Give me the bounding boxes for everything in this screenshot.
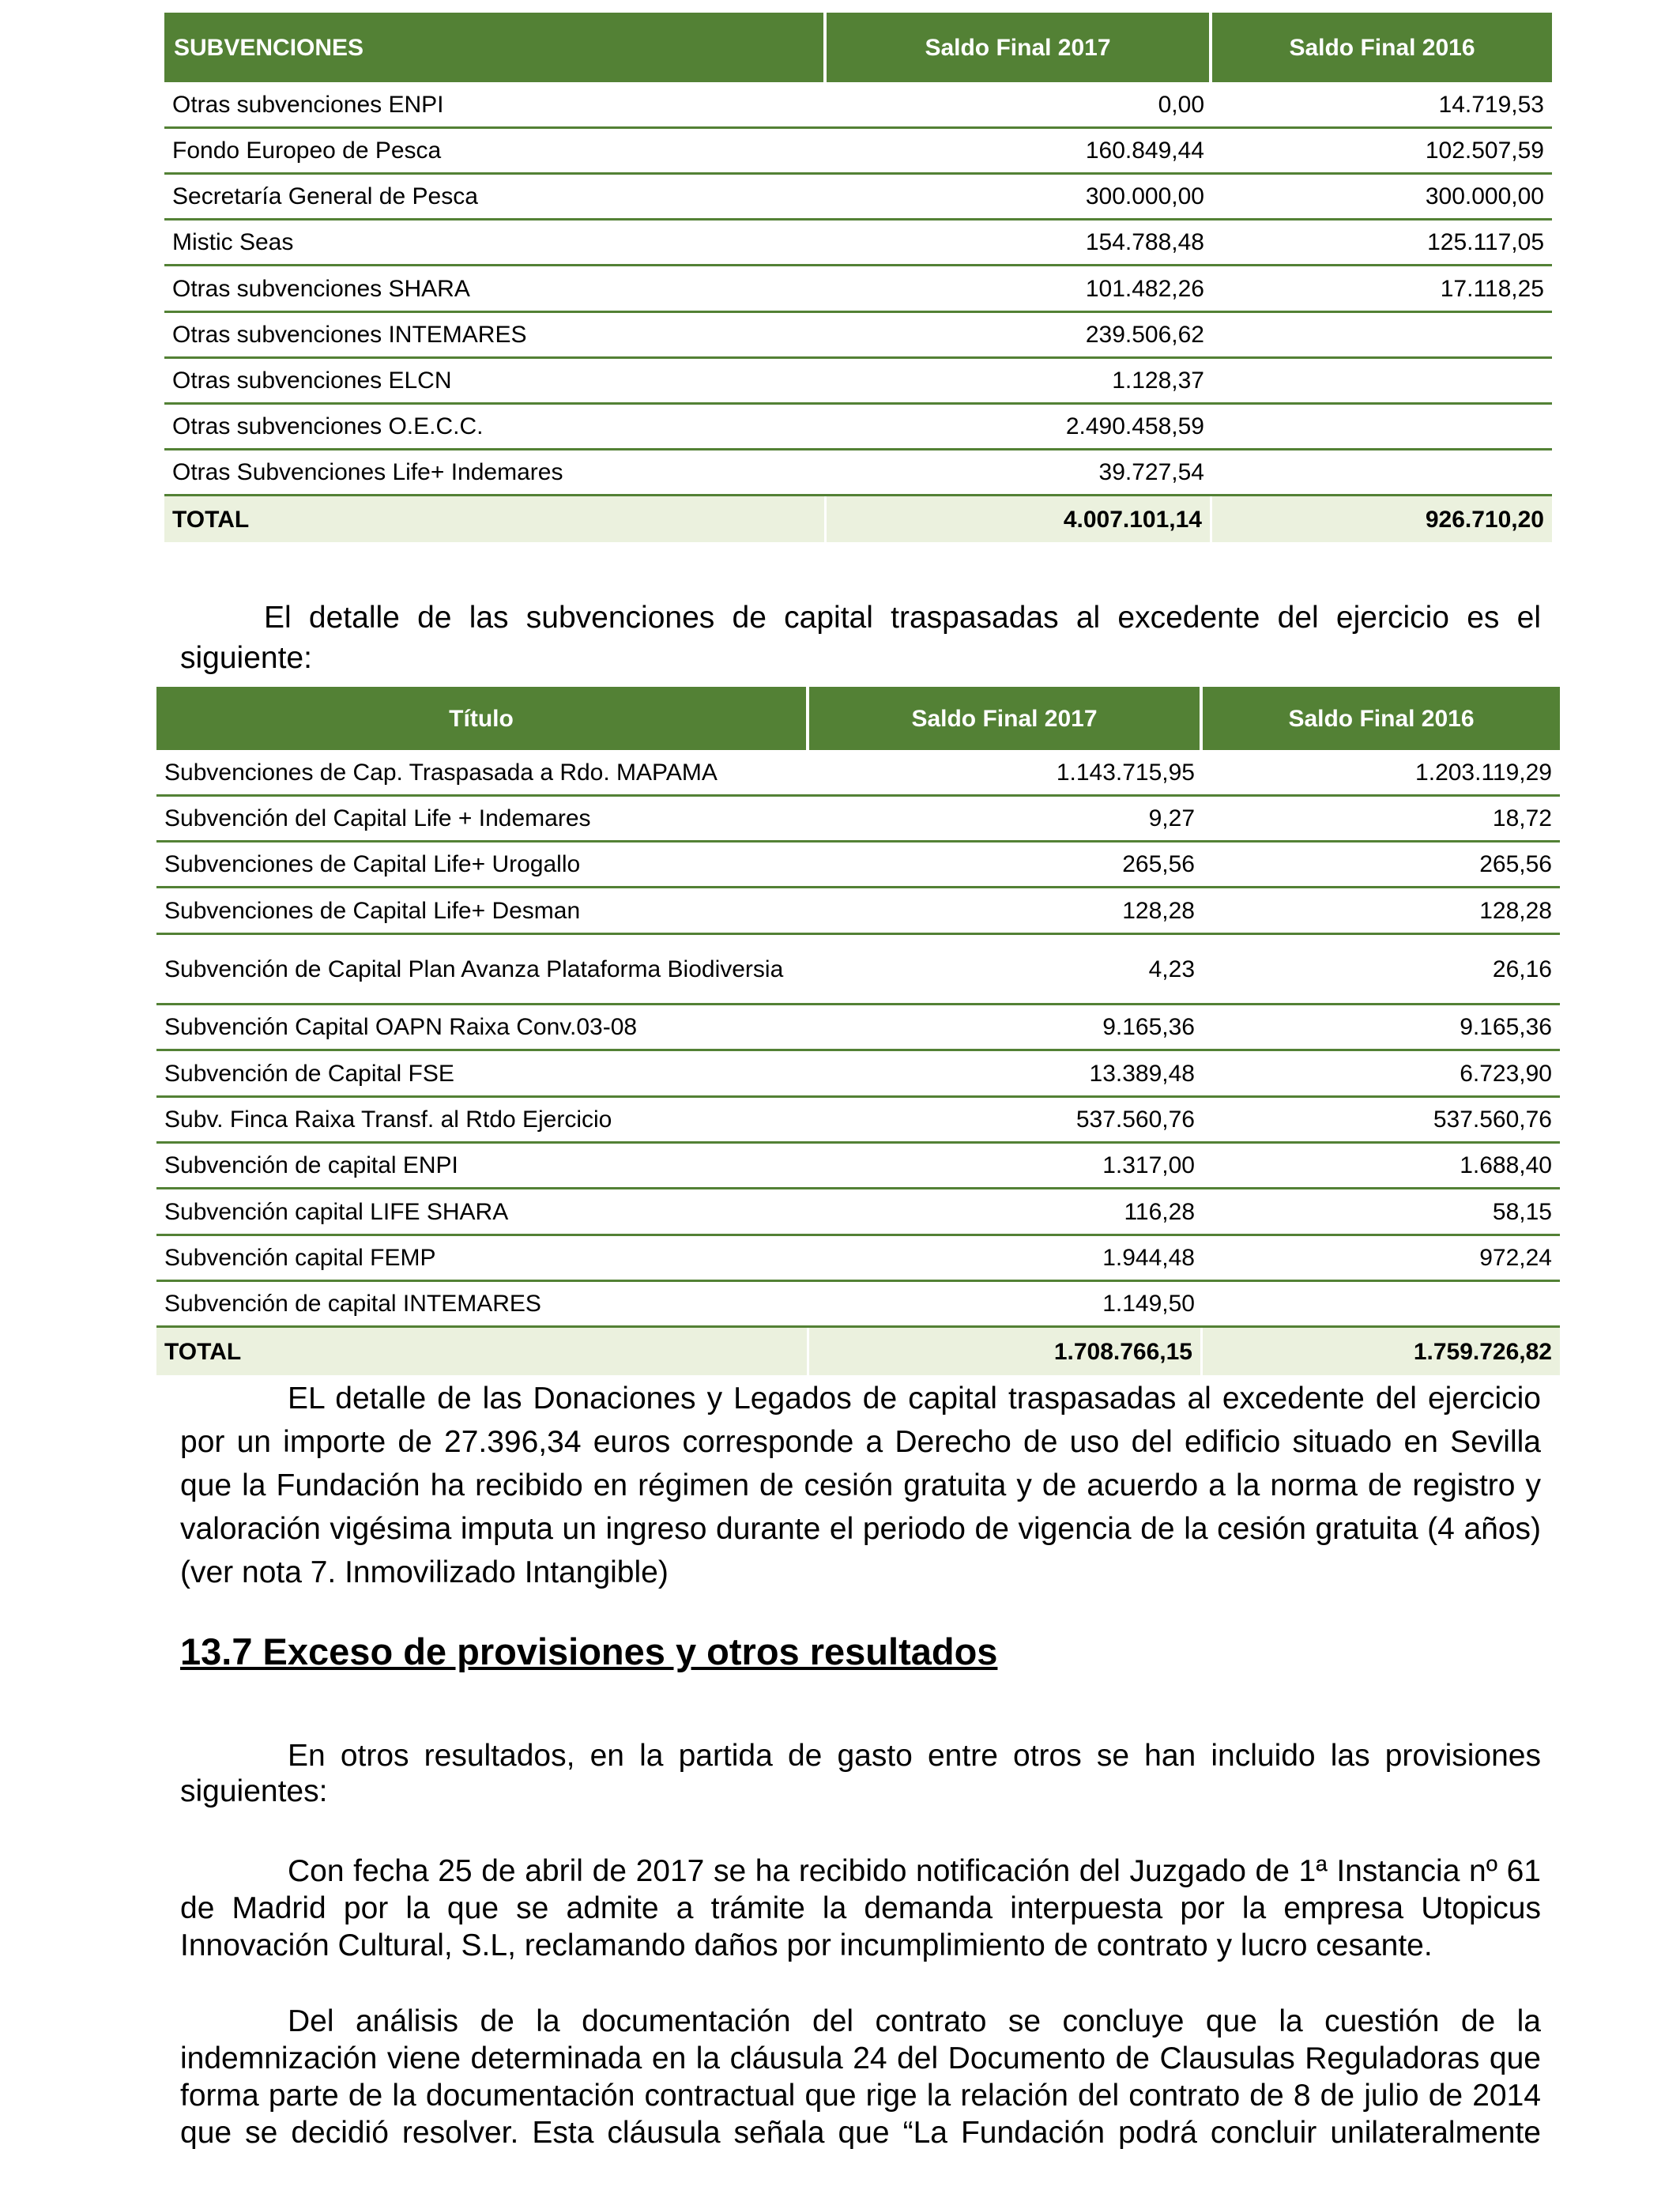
value-2017: 128,28 bbox=[809, 888, 1203, 935]
total-row bbox=[164, 496, 1552, 542]
row-label: Fondo Europeo de Pesca bbox=[164, 129, 827, 175]
table-row bbox=[156, 1236, 1560, 1282]
table-row bbox=[156, 1189, 1560, 1236]
row-label: Otras subvenciones ELCN bbox=[164, 359, 827, 405]
total-label: TOTAL bbox=[156, 1328, 809, 1375]
value-2017: 1.128,37 bbox=[827, 359, 1212, 405]
row-label: Subvención capital FEMP bbox=[156, 1236, 809, 1282]
table-row bbox=[156, 1005, 1560, 1051]
total-label: TOTAL bbox=[164, 496, 827, 542]
table-header-row bbox=[156, 687, 1560, 750]
capital-transfers-table bbox=[156, 687, 1560, 1375]
value-2016: 102.507,59 bbox=[1212, 129, 1552, 175]
table-row bbox=[164, 266, 1552, 313]
column-header-title: Título bbox=[156, 687, 809, 750]
table-row bbox=[156, 843, 1560, 888]
row-label: Secretaría General de Pesca bbox=[164, 175, 827, 221]
table-row bbox=[164, 175, 1552, 221]
value-2017: 39.727,54 bbox=[827, 450, 1212, 496]
value-2016: 972,24 bbox=[1203, 1236, 1560, 1282]
row-label: Otras subvenciones SHARA bbox=[164, 266, 827, 313]
column-header-concept: SUBVENCIONES bbox=[164, 13, 827, 82]
value-2016: 9.165,36 bbox=[1203, 1005, 1560, 1051]
column-header-2016: Saldo Final 2016 bbox=[1203, 687, 1560, 750]
total-2017: 1.708.766,15 bbox=[809, 1328, 1203, 1375]
value-2017: 537.560,76 bbox=[809, 1098, 1203, 1144]
row-label: Subvención de capital ENPI bbox=[156, 1144, 809, 1189]
row-label: Subvención de Capital Plan Avanza Plataforma Biodiversia bbox=[156, 935, 809, 1005]
value-2017: 116,28 bbox=[809, 1189, 1203, 1236]
column-header-2016: Saldo Final 2016 bbox=[1212, 13, 1552, 82]
total-2017: 4.007.101,14 bbox=[827, 496, 1212, 542]
value-2016 bbox=[1212, 313, 1552, 359]
column-header-2017: Saldo Final 2017 bbox=[809, 687, 1203, 750]
value-2016 bbox=[1212, 405, 1552, 450]
table-row bbox=[164, 450, 1552, 496]
value-2017: 101.482,26 bbox=[827, 266, 1212, 313]
row-label: Subvención capital LIFE SHARA bbox=[156, 1189, 809, 1236]
value-2016 bbox=[1212, 359, 1552, 405]
table-header-row bbox=[164, 13, 1552, 82]
value-2016 bbox=[1212, 450, 1552, 496]
total-row bbox=[156, 1328, 1560, 1375]
subvenciones-table bbox=[164, 13, 1552, 542]
table-row bbox=[164, 129, 1552, 175]
value-2016: 1.688,40 bbox=[1203, 1144, 1560, 1189]
value-2016: 1.203.119,29 bbox=[1203, 750, 1560, 797]
table-row bbox=[164, 221, 1552, 266]
table-row bbox=[156, 750, 1560, 797]
total-2016: 1.759.726,82 bbox=[1203, 1328, 1560, 1375]
row-label: Subvención Capital OAPN Raixa Conv.03-08 bbox=[156, 1005, 809, 1051]
paragraph-court-notification: Con fecha 25 de abril de 2017 se ha recibido notificación del Juzgado de 1ª Instancia nº 61 de Madrid por la que se admite a trámite la demanda interpuesta por la empresa Utopicus Innovación Cultural, S.L, reclamando daños por incumplimiento de contrato y lucro cesante. bbox=[180, 1854, 1541, 1962]
row-label: Subvención de Capital FSE bbox=[156, 1051, 809, 1098]
value-2017: 300.000,00 bbox=[827, 175, 1212, 221]
value-2016: 537.560,76 bbox=[1203, 1098, 1560, 1144]
value-2017: 154.788,48 bbox=[827, 221, 1212, 266]
value-2016: 58,15 bbox=[1203, 1189, 1560, 1236]
table-row bbox=[156, 1144, 1560, 1189]
value-2016: 265,56 bbox=[1203, 843, 1560, 888]
value-2016: 128,28 bbox=[1203, 888, 1560, 935]
value-2017: 9.165,36 bbox=[809, 1005, 1203, 1051]
table-row bbox=[156, 797, 1560, 843]
value-2016: 14.719,53 bbox=[1212, 82, 1552, 129]
table-row bbox=[156, 935, 1560, 1005]
value-2016: 125.117,05 bbox=[1212, 221, 1552, 266]
paragraph-capital-detail-intro: El detalle de las subvenciones de capital traspasadas al excedente del ejercicio es el siguiente: bbox=[180, 601, 1541, 675]
total-2016: 926.710,20 bbox=[1212, 496, 1552, 542]
value-2017: 9,27 bbox=[809, 797, 1203, 843]
table-row bbox=[164, 313, 1552, 359]
row-label: Mistic Seas bbox=[164, 221, 827, 266]
value-2016: 300.000,00 bbox=[1212, 175, 1552, 221]
table-row bbox=[164, 405, 1552, 450]
paragraph-contract-analysis: Del análisis de la documentación del contrato se concluye que la cuestión de la indemnización viene determinada en la cláusula 24 del Documento de Clausulas Reguladoras que forma parte de la documentación contractual que rige la relación del contrato de 8 de julio de 2014 que se decidió resolver. Esta cláusula señala que “La Fundación podrá concluir unilateralmente bbox=[180, 2004, 1541, 2150]
table-row bbox=[156, 1051, 1560, 1098]
row-label: Subvenciones de Capital Life+ Urogallo bbox=[156, 843, 809, 888]
table-row bbox=[164, 82, 1552, 129]
section-heading: 13.7 Exceso de provisiones y otros resultados bbox=[180, 1630, 998, 1672]
value-2017: 13.389,48 bbox=[809, 1051, 1203, 1098]
paragraph-other-results: En otros resultados, en la partida de gasto entre otros se han incluido las provisiones siguientes: bbox=[180, 1739, 1541, 1808]
table-row bbox=[156, 1098, 1560, 1144]
value-2017: 1.143.715,95 bbox=[809, 750, 1203, 797]
value-2017: 1.149,50 bbox=[809, 1282, 1203, 1328]
paragraph-donations-legacies: EL detalle de las Donaciones y Legados de capital traspasadas al excedente del ejercicio por un importe de 27.396,34 euros corresponde a Derecho de uso del edificio situado en Sevilla que la Fundación ha recibido en régimen de cesión gratuita y de acuerdo a la norma de registro y valoración vigésima imputa un ingreso durante el periodo de vigencia de la cesión gratuita (4 años) (ver nota 7. Inmovilizado Intangible) bbox=[180, 1382, 1541, 1589]
value-2017: 4,23 bbox=[809, 935, 1203, 1005]
value-2017: 0,00 bbox=[827, 82, 1212, 129]
value-2017: 1.944,48 bbox=[809, 1236, 1203, 1282]
value-2016 bbox=[1203, 1282, 1560, 1328]
value-2017: 1.317,00 bbox=[809, 1144, 1203, 1189]
row-label: Subvenciones de Capital Life+ Desman bbox=[156, 888, 809, 935]
table-row bbox=[156, 1282, 1560, 1328]
value-2016: 26,16 bbox=[1203, 935, 1560, 1005]
value-2017: 160.849,44 bbox=[827, 129, 1212, 175]
value-2016: 17.118,25 bbox=[1212, 266, 1552, 313]
row-label: Subv. Finca Raixa Transf. al Rtdo Ejercicio bbox=[156, 1098, 809, 1144]
row-label: Otras subvenciones O.E.C.C. bbox=[164, 405, 827, 450]
column-header-2017: Saldo Final 2017 bbox=[827, 13, 1212, 82]
table-row bbox=[156, 888, 1560, 935]
value-2017: 239.506,62 bbox=[827, 313, 1212, 359]
value-2016: 18,72 bbox=[1203, 797, 1560, 843]
row-label: Subvenciones de Cap. Traspasada a Rdo. MAPAMA bbox=[156, 750, 809, 797]
value-2016: 6.723,90 bbox=[1203, 1051, 1560, 1098]
row-label: Subvención del Capital Life + Indemares bbox=[156, 797, 809, 843]
row-label: Otras subvenciones INTEMARES bbox=[164, 313, 827, 359]
row-label: Otras subvenciones ENPI bbox=[164, 82, 827, 129]
value-2017: 265,56 bbox=[809, 843, 1203, 888]
value-2017: 2.490.458,59 bbox=[827, 405, 1212, 450]
table-row bbox=[164, 359, 1552, 405]
row-label: Otras Subvenciones Life+ Indemares bbox=[164, 450, 827, 496]
row-label: Subvención de capital INTEMARES bbox=[156, 1282, 809, 1328]
